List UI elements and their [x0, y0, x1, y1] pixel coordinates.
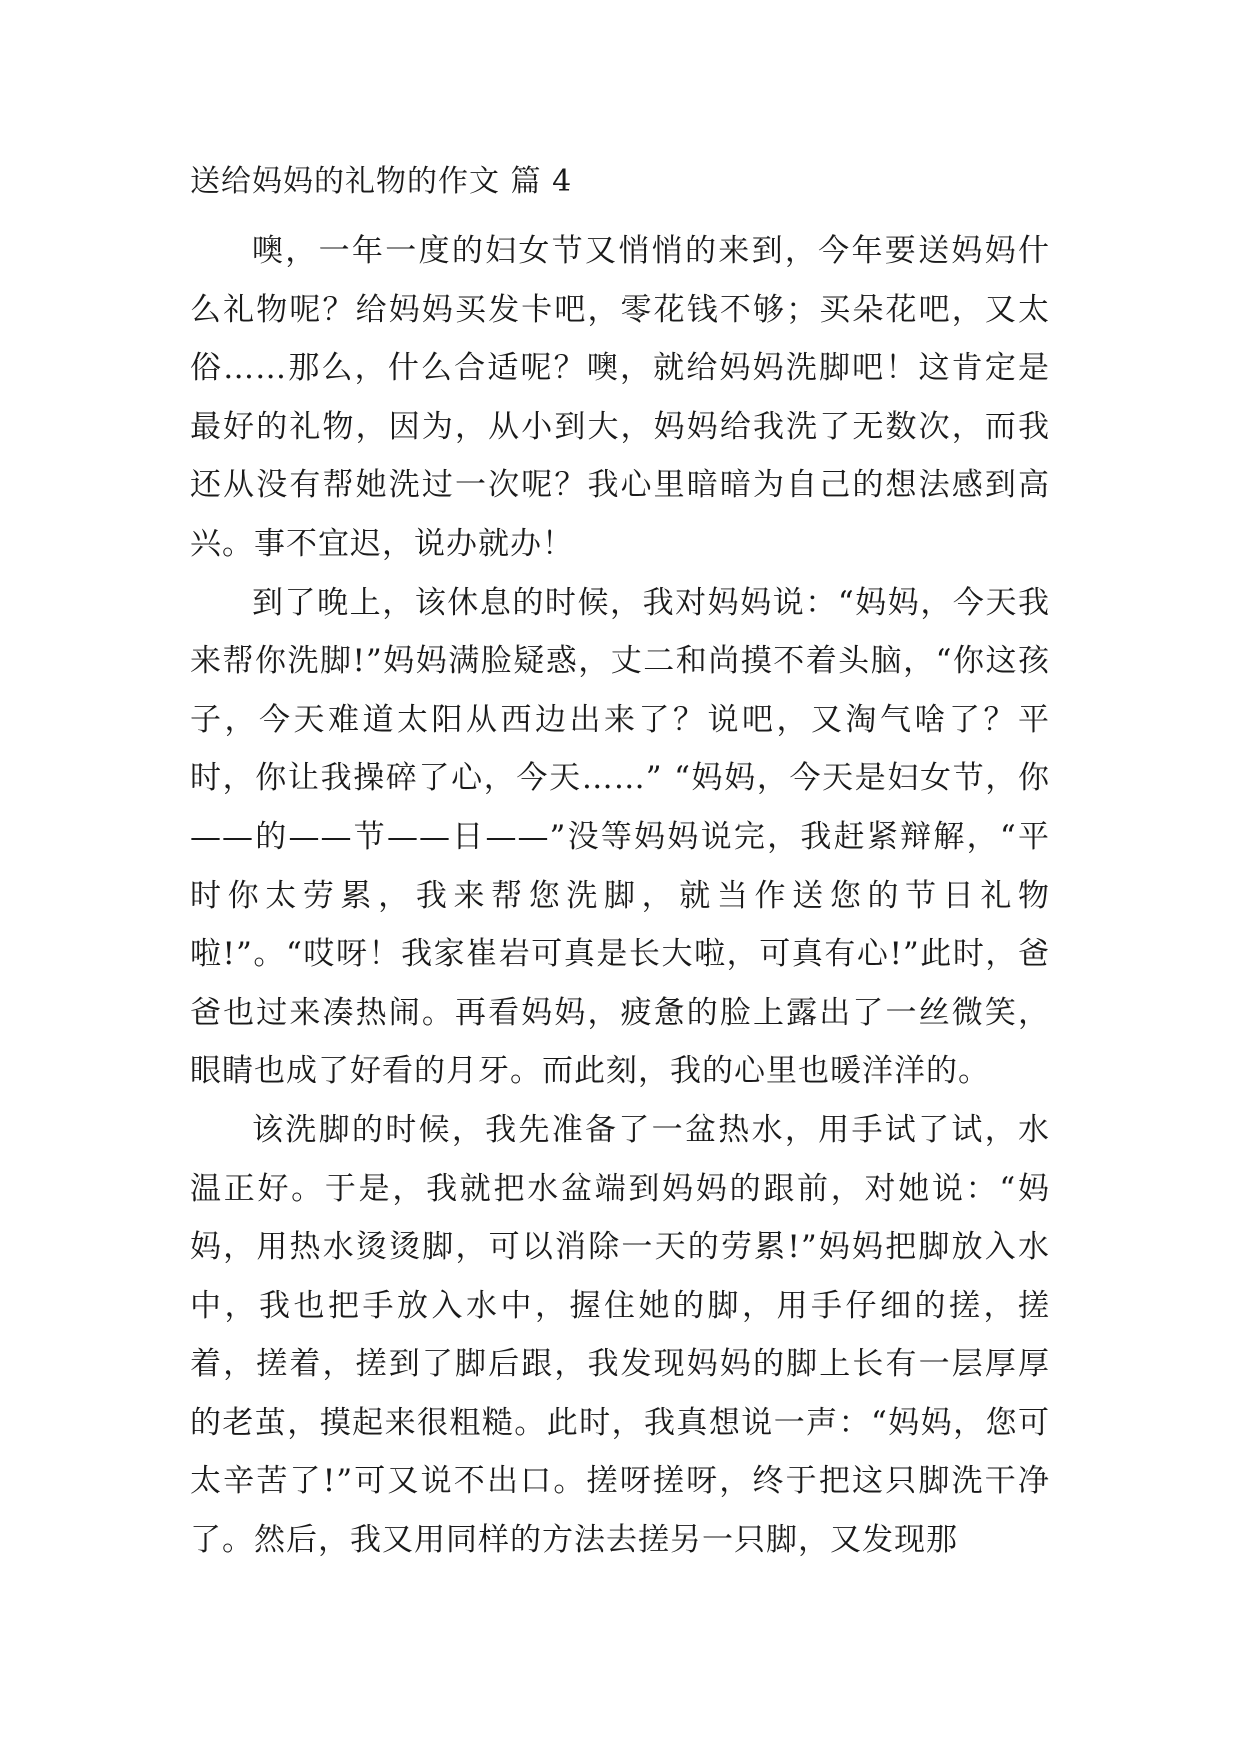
document-page: [190, 162, 1050, 1570]
paragraph-1: 噢，一年一度的妇女节又悄悄的来到，今年要送妈妈什么礼物呢？给妈妈买发卡吧，零花钱不够；买朵花吧，又太俗……那么，什么合适呢？噢，就给妈妈洗脚吧！这肯定是最好的礼物，因为，从小到大，妈妈给我洗了无数次，而我还从没有帮她洗过一次呢？我心里暗暗为自己的想法感到高兴。事不宜迟，说办就办！: [190, 233, 1050, 562]
paragraph-3: 该洗脚的时候，我先准备了一盆热水，用手试了试，水温正好。于是，我就把水盆端到妈妈的跟前，对她说：“妈妈，用热水烫烫脚，可以消除一天的劳累!”妈妈把脚放入水中，我也把手放入水中，握住她的脚，用手仔细的搓，搓着，搓着，搓到了脚后跟，我发现妈妈的脚上长有一层厚厚的老茧，摸起来很粗糙。此时，我真想说一声：“妈妈，您可太辛苦了!”可又说不出口。搓呀搓呀，终于把这只脚洗干净了。然后，我又用同样的方法去搓另一只脚，又发现那: [190, 1111, 1050, 1559]
paragraph-2: 到了晚上，该休息的时候，我对妈妈说：“妈妈，今天我来帮你洗脚!”妈妈满脸疑惑，丈二和尚摸不着头脑，“你这孩子，今天难道太阳从西边出来了？说吧，又淘气啥了？平时，你让我操碎了心，今天……” “妈妈，今天是妇女节，你——的——节——日——”没等妈妈说完，我赶紧辩解，“平时你太劳累，我来帮您洗脚，就当作送您的节日礼物啦!”。“哎呀！我家崔岩可真是长大啦，可真有心!”此时，爸爸也过来凑热闹。再看妈妈，疲惫的脸上露出了一丝微笑，眼睛也成了好看的月牙。而此刻，我的心里也暖洋洋的。: [190, 584, 1050, 1090]
document-title: 送给妈妈的礼物的作文 篇 4: [190, 164, 573, 199]
